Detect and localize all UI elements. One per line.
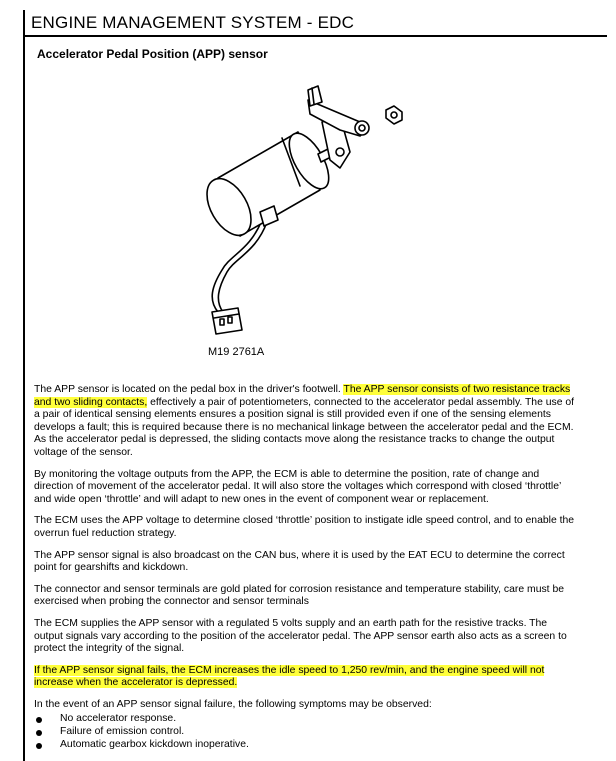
paragraph-failure [34, 665, 576, 690]
header-divider [23, 35, 607, 37]
section-heading: Accelerator Pedal Position (APP) sensor [37, 47, 268, 61]
page-title: ENGINE MANAGEMENT SYSTEM - EDC [31, 13, 355, 32]
list-item [34, 713, 576, 726]
symptom-list [34, 713, 576, 751]
paragraph-idle-control: The ECM uses the APP voltage to determine closed ‘throttle’ position to instigate idle speed control, and to enable the overrun fuel reduction strategy. [34, 515, 575, 539]
figure-caption: M19 2761A [208, 346, 265, 358]
bullet-icon [36, 730, 42, 736]
list-item-text: No accelerator response. [60, 713, 177, 725]
app-sensor-illustration [190, 60, 450, 350]
paragraph-text: effectively a pair of potentiometers, connected to the accelerator pedal assembly. The use of a pair of identical sensing elements ensures a position signal is still provided even if one of the sensing elements develops a fault; this is required because there is no mechanical linkage between the accelerator pedal and the ECM. As the accelerator pedal is depressed, the sliding contacts move along the resistance tracks to change the output voltage of the sensor. [34, 396, 575, 458]
list-item [34, 739, 576, 752]
page-border-left [23, 10, 25, 761]
list-item-text: Failure of emission control. [60, 726, 185, 738]
paragraph-monitoring: By monitoring the voltage outputs from the APP, the ECM is able to determine the position, rate of change and direction of movement of the accelerator pedal. It will also store the voltages which correspond with closed ‘throttle’ and wide open ‘throttle’ and will adapt to new ones in the event of component wear or replacement. [34, 468, 561, 505]
list-item-text: Automatic gearbox kickdown inoperative. [60, 738, 249, 750]
bullet-icon [36, 717, 42, 723]
highlighted-text: If the APP sensor signal fails, the ECM increases the idle speed to 1,250 rev/min, and the engine speed will not increase when the accelerator is depressed. [34, 664, 545, 689]
paragraph-supply: The ECM supplies the APP sensor with a regulated 5 volts supply and an earth path for the resistive tracks. The output signals vary according to the position of the accelerator pedal. The APP sensor earth also acts as a screen to protect the integrity of the signal. [34, 617, 567, 655]
highlighted-text: The APP sensor consists of two resistance tracks and two sliding contacts, [34, 384, 571, 408]
paragraph-symptoms-intro: In the event of an APP sensor signal failure, the following symptoms may be observed: [34, 698, 432, 710]
paragraph-can-bus: The APP sensor signal is also broadcast on the CAN bus, where it is used by the EAT ECU to determine the correct point for gearshifts and kickdown. [34, 549, 565, 574]
list-item [34, 726, 576, 739]
paragraph-terminals: The connector and sensor terminals are gold plated for corrosion resistance and temperature stability, care must be exercised when probing the connector and sensor terminals [34, 583, 564, 608]
bullet-icon [36, 743, 42, 749]
body-text [34, 384, 576, 751]
paragraph-location [34, 384, 576, 460]
paragraph-text: The APP sensor is located on the pedal box in the driver's footwell. [34, 384, 344, 395]
